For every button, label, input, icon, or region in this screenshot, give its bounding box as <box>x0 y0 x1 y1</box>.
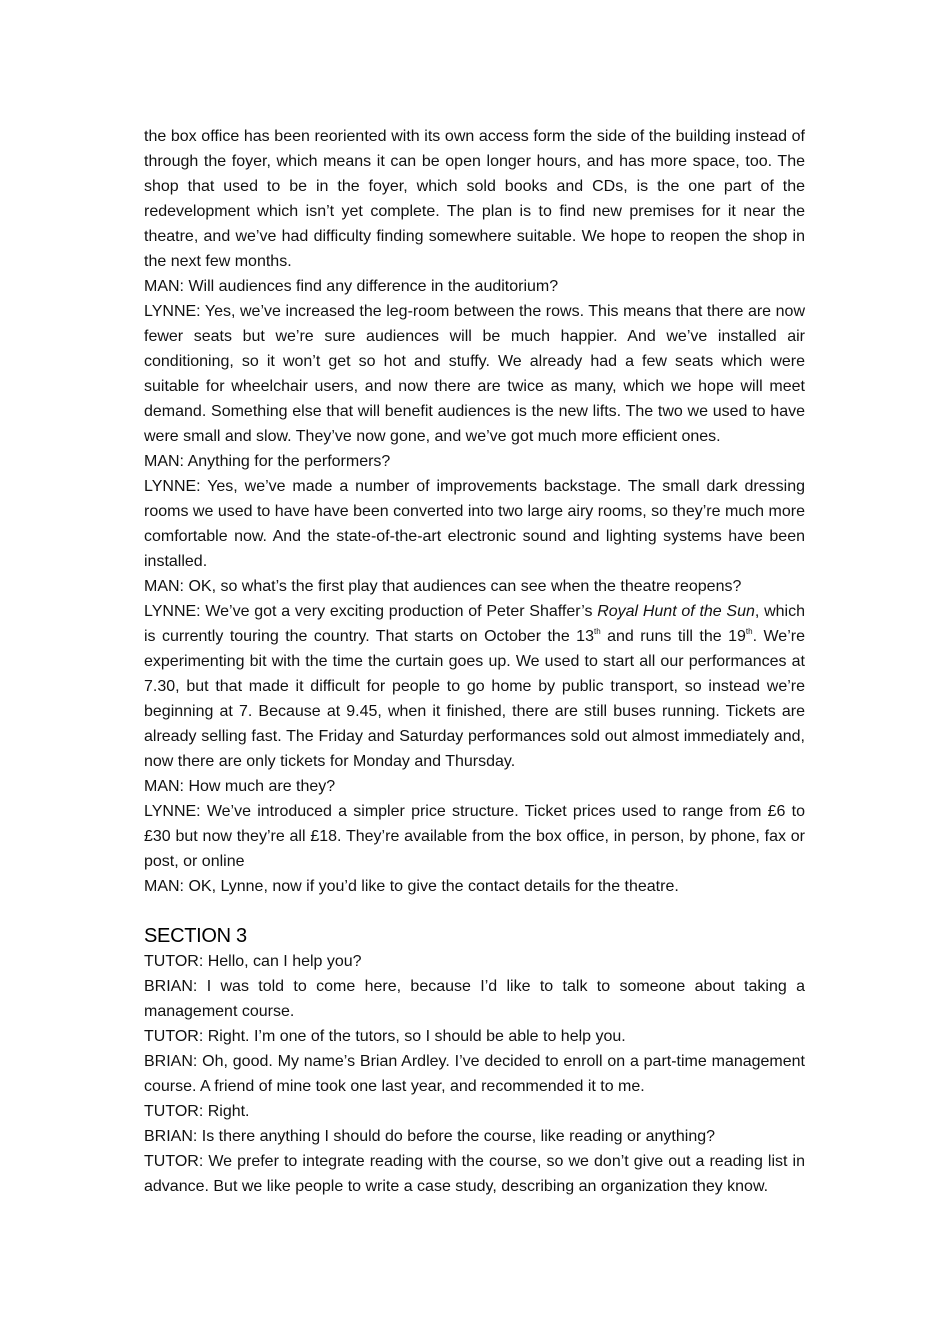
production-text-c: and runs till the 19 <box>600 628 746 645</box>
paragraph-man-price: MAN: How much are they? <box>144 778 336 795</box>
production-text-d: . We’re experimenting bit with the time the curtain goes up. We used to start all our performances at 7.30, but that made it difficult for people to go home by public transport, so instead we’re beginning at 7. Because at 9.45, when it finished, there are still buses running. Tickets are already selling fast. The Friday and Saturday performances sold out almost immediately and, now there are only tickets for Monday and Thursday. <box>144 628 805 770</box>
paragraph-tutor-right-2: TUTOR: Right. <box>144 1103 250 1120</box>
paragraph-lynne-price: LYNNE: We’ve introduced a simpler price structure. Ticket prices used to range from £6 to £30 but now they’re all £18. They’re available from the box office, in person, by phone, fax or post, or online <box>144 803 805 870</box>
paragraph-tutor-right: TUTOR: Right. I’m one of the tutors, so I should be able to help you. <box>144 1028 626 1045</box>
paragraph-lynne-auditorium: LYNNE: Yes, we’ve increased the leg-room between the rows. This means that there are now fewer seats but we’re sure audiences will be much happier. And we’ve installed air conditioning, so it won’t get so hot and stuffy. We already had a few seats which were suitable for wheelchair users, and now there are twice as many, which we hope will meet demand. Something else that will benefit audiences is the new lifts. The two we used to have were small and slow. They’ve now gone, and we’ve got much more efficient ones. <box>144 303 805 445</box>
paragraph-tutor-case-study: TUTOR: We prefer to integrate reading with the course, so we don’t give out a reading list in advance. But we like people to write a case study, describing an organization they know. <box>144 1153 805 1195</box>
play-title: Royal Hunt of the Sun <box>597 603 755 620</box>
paragraph-box-office: the box office has been reoriented with its own access form the side of the building instead of through the foyer, which means it can be open longer hours, and has more space, too. The shop that used to be in the foyer, which sold books and CDs, is the one part of the redevelopment which isn’t yet complete. The plan is to find new premises for it near the theatre, and we’ve had difficulty finding somewhere suitable. We hope to reopen the shop in the next few months. <box>144 128 805 270</box>
section-3-heading: SECTION 3 <box>144 925 247 947</box>
paragraph-man-auditorium: MAN: Will audiences find any difference in the auditorium? <box>144 278 559 295</box>
transcript-page <box>144 124 805 1199</box>
paragraph-man-first-play: MAN: OK, so what’s the first play that audiences can see when the theatre reopens? <box>144 578 742 595</box>
production-text-a: LYNNE: We’ve got a very exciting production of Peter Shaffer’s <box>144 603 598 620</box>
paragraph-brian-intro: BRIAN: Oh, good. My name’s Brian Ardley. I’ve decided to enroll on a part-time management course. A friend of mine took one last year, and recommended it to me. <box>144 1053 805 1095</box>
ordinal-suffix-end: th <box>745 626 753 636</box>
paragraph-brian-reading: BRIAN: Is there anything I should do before the course, like reading or anything? <box>144 1128 716 1145</box>
paragraph-man-performers: MAN: Anything for the performers? <box>144 453 391 470</box>
ordinal-suffix-start: th <box>593 626 601 636</box>
paragraph-lynne-production <box>144 599 805 774</box>
paragraph-tutor-hello: TUTOR: Hello, can I help you? <box>144 953 362 970</box>
paragraph-man-contact: MAN: OK, Lynne, now if you’d like to give the contact details for the theatre. <box>144 878 679 895</box>
production-text-b: , which is currently touring the country. That starts on October the 13 <box>144 603 805 645</box>
paragraph-lynne-backstage: LYNNE: Yes, we’ve made a number of improvements backstage. The small dark dressing rooms we used to have have been converted into two large airy rooms, so they’re much more comfortable now. And the state-of-the-art electronic sound and lighting systems have been installed. <box>144 478 805 570</box>
paragraph-brian-course: BRIAN: I was told to come here, because I’d like to talk to someone about taking a management course. <box>144 978 805 1020</box>
